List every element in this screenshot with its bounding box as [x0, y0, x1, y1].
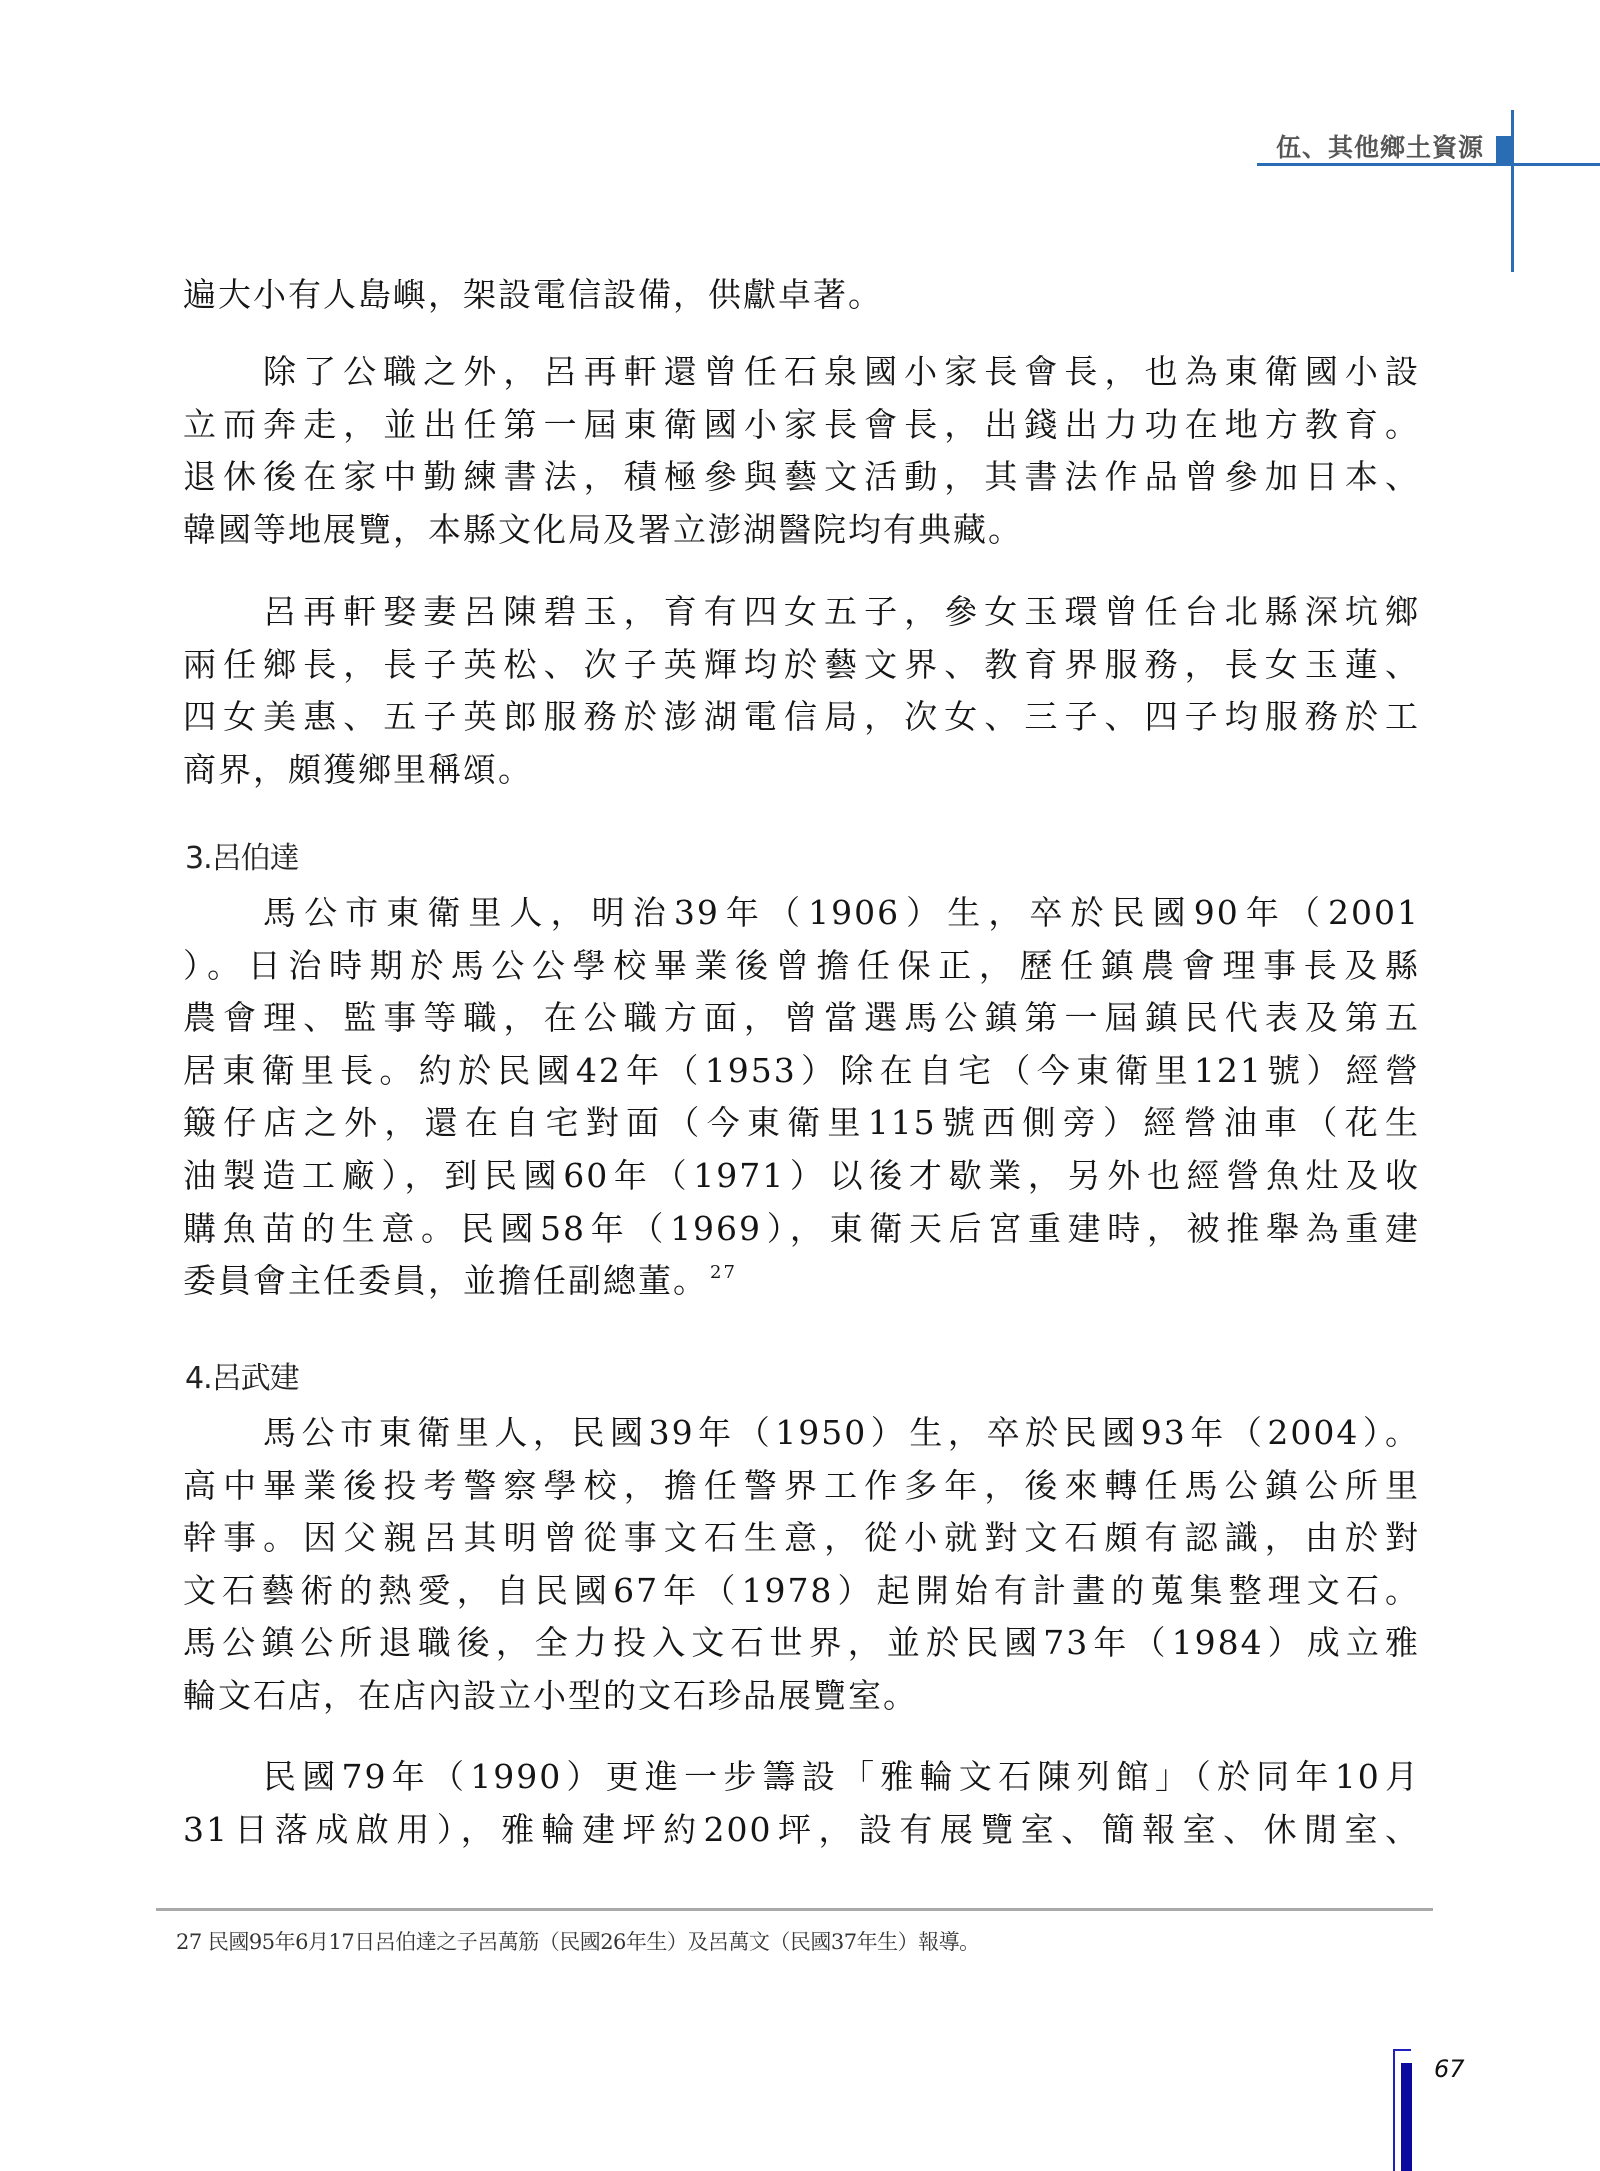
text-line — [183, 992, 1420, 1045]
paragraph-1 — [183, 269, 1420, 322]
line-text: 幹事。因父親呂其明曾從事文石生意，從小就對文石頗有認識，由於對 — [183, 1518, 1420, 1558]
line-text: 輪文石店，在店內設立小型的文石珍品展覽室。 — [183, 1675, 918, 1715]
text-line — [183, 1512, 1420, 1565]
footnote-27: 27 民國95年6月17日呂伯達之子呂萬筋（民國26年生）及呂萬文（民國37年生）報導。 — [176, 1930, 980, 1954]
text-line — [183, 887, 1420, 940]
line-text: 遍大小有人島嶼，架設電信設備，供獻卓著。 — [183, 275, 883, 314]
line-text: 農會理、監事等職，在公職方面，曾當選馬公鎮第一屆鎮民代表及第五 — [183, 998, 1420, 1038]
text-line — [183, 1460, 1420, 1513]
line-text: 呂再軒娶妻呂陳碧玉，育有四女五子，參女玉環曾任台北縣深坑鄉 — [263, 592, 1420, 631]
paragraph-6 — [183, 1751, 1420, 1856]
line-text: 油製造工廠），到民國60年（1971）以後才歇業，另外也經營魚灶及收 — [183, 1155, 1420, 1195]
line-text: 商界，頗獲鄉里稱頌。 — [183, 749, 533, 789]
paragraph-3 — [183, 586, 1420, 796]
text-line — [183, 1097, 1420, 1150]
text-line — [183, 586, 1420, 639]
text-line — [183, 346, 1420, 399]
line-text: 兩任鄉長，長子英松、次子英輝均於藝文界、教育界服務，長女玉蓮、 — [183, 644, 1420, 684]
text-line — [183, 504, 1420, 557]
line-text: 馬公鎮公所退職後，全力投入文石世界，並於民國73年（1984）成立雅 — [183, 1623, 1420, 1663]
line-text: 退休後在家中勤練書法，積極參與藝文活動，其書法作品曾參加日本、 — [183, 457, 1420, 497]
text-line — [183, 1804, 1420, 1857]
line-text: 文石藝術的熱愛，自民國67年（1978）起開始有計畫的蒐集整理文石。 — [183, 1570, 1420, 1610]
text-line — [183, 1045, 1420, 1098]
line-text: 馬公市東衛里人，民國39年（1950）生，卒於民國93年（2004）。 — [263, 1413, 1420, 1452]
text-line — [183, 691, 1420, 744]
page-number-bar — [1401, 2063, 1412, 2171]
page-number: 67 — [1434, 2055, 1465, 2083]
header-rule — [1257, 163, 1600, 166]
line-text: 四女美惠、五子英郎服務於澎湖電信局，次女、三子、四子均服務於工 — [183, 697, 1420, 737]
line-text: 高中畢業後投考警察學校，擔任警界工作多年，後來轉任馬公鎮公所里 — [183, 1465, 1420, 1505]
text-line — [183, 1670, 1420, 1723]
text-line — [183, 1751, 1420, 1804]
line-text: 民國79年（1990）更進一步籌設「雅輪文石陳列館」（於同年10月 — [263, 1757, 1420, 1796]
line-text: 委員會主任委員，並擔任副總董。 — [183, 1261, 708, 1301]
text-line — [183, 1255, 1420, 1308]
section-heading-4: 4.呂武建 — [185, 1361, 299, 1396]
chapter-title: 伍、其他鄉土資源 — [1275, 133, 1484, 162]
footnote-divider — [156, 1908, 1433, 1911]
line-text: ）。日治時期於馬公公學校畢業後曾擔任保正，歷任鎮農會理事長及縣 — [183, 945, 1420, 985]
line-text: 韓國等地展覽，本縣文化局及署立澎湖醫院均有典藏。 — [183, 509, 1023, 549]
line-text: 購魚苗的生意。民國58年（1969），東衛天后宮重建時，被推舉為重建 — [183, 1208, 1420, 1248]
line-text: 馬公市東衛里人，明治39年（1906）生，卒於民國90年（2001 — [263, 893, 1420, 932]
text-line — [183, 1407, 1420, 1460]
text-line — [183, 1617, 1420, 1670]
text-line — [183, 399, 1420, 452]
line-text: 居東衛里長。約於民國42年（1953）除在自宅（今東衛里121號）經營 — [183, 1050, 1420, 1090]
text-line — [183, 451, 1420, 504]
text-line — [183, 269, 1420, 322]
paragraph-5 — [183, 1407, 1420, 1723]
line-text: 簸仔店之外，還在自宅對面（今東衛里115號西側旁）經營油車（花生 — [183, 1103, 1420, 1143]
header-marker-block — [1496, 136, 1512, 165]
text-line — [183, 1565, 1420, 1618]
text-line — [183, 940, 1420, 993]
paragraph-4 — [183, 887, 1420, 1308]
line-text: 31日落成啟用），雅輪建坪約200坪，設有展覽室、簡報室、休閒室、 — [183, 1809, 1420, 1849]
text-line — [183, 1203, 1420, 1256]
header-vertical-rule — [1511, 110, 1514, 272]
section-heading-3: 3.呂伯達 — [185, 841, 299, 876]
text-line — [183, 639, 1420, 692]
line-text: 除了公職之外，呂再軒還曾任石泉國小家長會長，也為東衛國小設 — [263, 352, 1420, 391]
text-line — [183, 1150, 1420, 1203]
line-text: 立而奔走，並出任第一屆東衛國小家長會長，出錢出力功在地方教育。 — [183, 404, 1420, 444]
footnote-ref[interactable]: 27 — [710, 1262, 737, 1284]
paragraph-2 — [183, 346, 1420, 556]
text-line — [183, 744, 1420, 797]
